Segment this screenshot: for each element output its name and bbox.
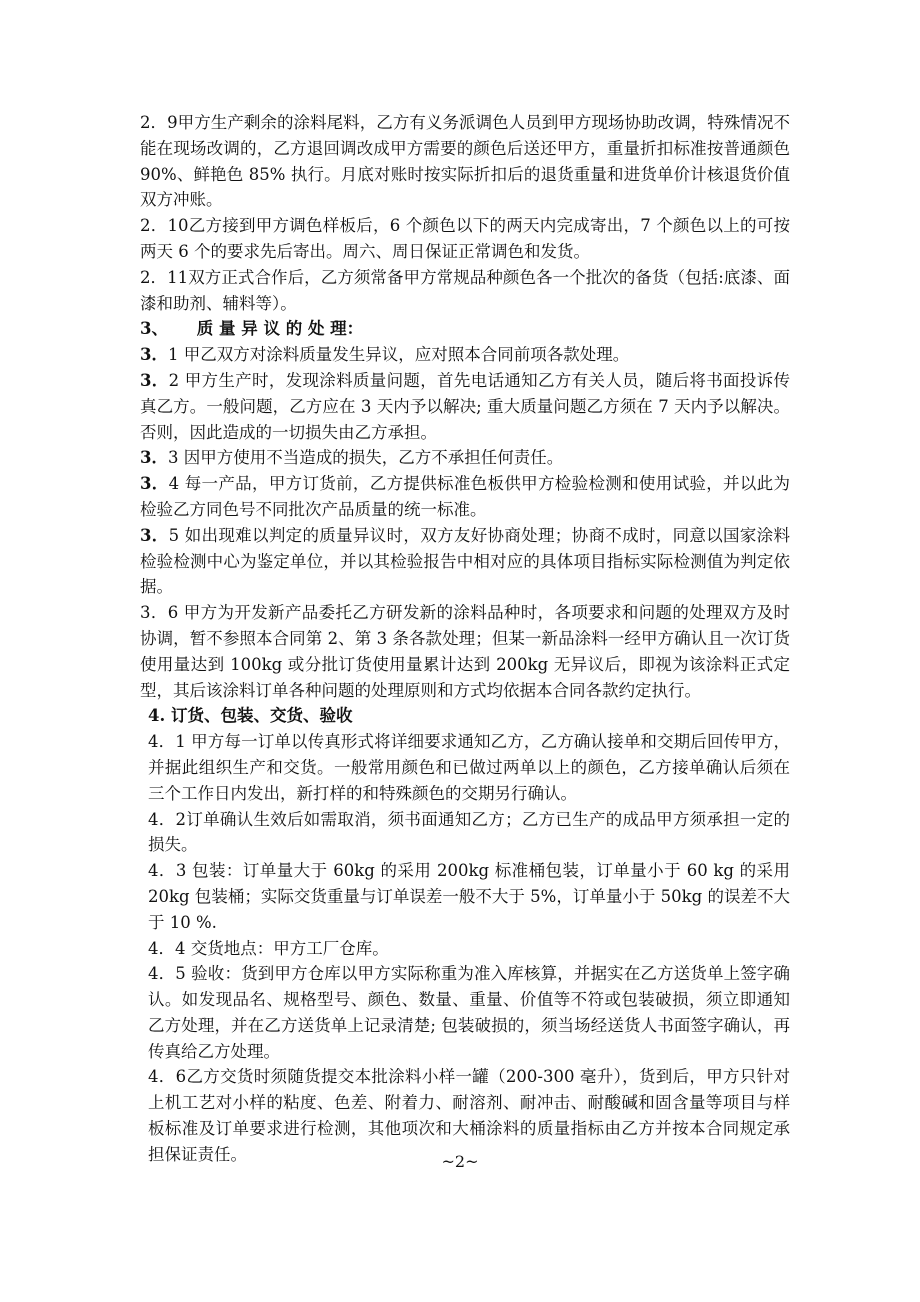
clause-number: 4．3 <box>148 861 187 881</box>
clause-3-4 <box>140 471 790 523</box>
clause-number: 4．2 <box>148 809 187 829</box>
clause-text: 5 如出现难以判定的质量异议时，双方友好协商处理；协商不成时，同意以国家涂料检验检测中心为鉴定单位，并以其检验报告中相对应的具体项目指标实际检测值为判定依据。 <box>140 525 791 597</box>
clause-text: 订单确认生效后如需取消，须书面通知乙方；乙方已生产的成品甲方须承担一定的损失。 <box>148 809 791 855</box>
clause-4-2 <box>140 807 790 859</box>
clause-3-3 <box>140 445 790 471</box>
section-number: 4. <box>148 706 166 726</box>
clause-text: 双方正式合作后，乙方须常备甲方常规品种颜色各一个批次的备货（包括:底漆、面漆和助剂、辅料等）。 <box>140 267 790 313</box>
clause-number: 4．6 <box>148 1067 187 1087</box>
section-heading-3 <box>140 316 790 342</box>
clause-2-10 <box>140 213 790 265</box>
clause-4-5 <box>140 961 790 1064</box>
section-heading-4 <box>140 703 790 729</box>
clause-number: 3． <box>140 370 169 390</box>
clause-number: 3． <box>140 448 168 468</box>
clause-number: 4．1 <box>148 732 186 752</box>
clause-text: 3 因甲方使用不当造成的损失，乙方不承担任何责任。 <box>167 448 564 468</box>
section-number: 3、 <box>140 319 168 339</box>
clause-3-5 <box>140 523 790 600</box>
clause-2-9 <box>140 110 796 213</box>
clause-3-1 <box>140 342 790 368</box>
section-title: 质 量 异 议 的 处 理： <box>196 319 364 339</box>
clause-text: 甲方生产剩余的涂料尾料，乙方有义务派调色人员到甲方现场协助改调，特殊情况不能在现场改调的，乙方退回调改成甲方需要的颜色后送还甲方，重量折扣标准按普通颜色 90%、鲜艳色 85% 执行。月底对账时按实际折扣后的退货重量和进货单价计核退货价值双方冲账。 <box>140 113 796 210</box>
clause-text: 乙方交货时须随货提交本批涂料小样一罐（200-300 毫升），货到后，甲方只针对上机工艺对小样的粘度、色差、附着力、耐溶剂、耐冲击、耐酸碱和固含量等项目与样板标准及订单要求进行检测，其他项次和大桶涂料的质量指标由乙方并按本合同规定承担保证责任。 <box>148 1067 790 1164</box>
clause-text: 2 甲方生产时，发现涂料质量问题，首先电话通知乙方有关人员，随后将书面投诉传真乙方。一般问题，乙方应在 3 天内予以解决; 重大质量问题乙方须在 7 天内予以解决。否则，因此造成的一切损失由乙方承担。 <box>140 370 791 442</box>
clause-number: 4．5 <box>148 964 186 984</box>
clause-number: 3． <box>140 525 169 545</box>
clause-number: 2．10 <box>140 216 189 236</box>
clause-number: 3． <box>140 603 168 623</box>
clause-text: 甲方每一订单以传真形式将详细要求通知乙方，乙方确认接单和交期后回传甲方，并据此组织生产和交货。一般常用颜色和已做过两单以上的颜色，乙方接单确认后须在三个工作日内发出，新打样的和特殊颜色的交期另行确认。 <box>148 732 790 803</box>
clause-text: 交货地点：甲方工厂仓库。 <box>185 938 389 958</box>
clause-text: 乙方接到甲方调色样板后，6 个颜色以下的两天内完成寄出，7 个颜色以上的可按两天 6 个的要求先后寄出。周六、周日保证正常调色和发货。 <box>140 216 790 261</box>
clause-text: 包装：订单量大于 60kg 的采用 200kg 标准桶包装，订单量小于 60 kg 的采用 20kg 包装桶；实际交货重量与订单误差一般不大于 5%，订单量小于 50kg 的误差不大于 10 %. <box>148 861 796 932</box>
clause-number: 3． <box>140 345 168 365</box>
clause-number: 4．4 <box>148 938 186 958</box>
clause-text: 1 甲乙双方对涂料质量发生异议，应对照本合同前项各款处理。 <box>167 345 630 365</box>
clause-4-3 <box>140 858 796 935</box>
clause-text: 4 每一产品，甲方订货前，乙方提供标准色板供甲方检验检测和使用试验，并以此为检验乙方同色号不同批次产品质量的统一标准。 <box>140 474 791 519</box>
clause-3-6 <box>140 600 790 703</box>
clause-4-1 <box>140 729 790 806</box>
clause-number: 3． <box>140 474 169 494</box>
clause-text: 验收：货到甲方仓库以甲方实际称重为准入库核算，并据实在乙方送货单上签字确认。如发现品名、规格型号、颜色、数量、重量、价值等不符或包装破损，须立即通知乙方处理，并在乙方送货单上记录清楚; 包装破损的，须当场经送货人书面签字确认，再传真给乙方处理。 <box>148 964 790 1061</box>
page-number: ~2~ <box>441 1152 479 1171</box>
clause-text: 6 甲方为开发新产品委托乙方研发新的涂料品种时，各项要求和问题的处理双方及时协调，暂不参照本合同第 2、第 3 条各款处理；但某一新品涂料一经甲方确认且一次订货使用量达到 100kg 或分批订货使用量累计达到 200kg 无异议后，即视为该涂料正式定型，其后该涂料订单各种问题的处理原则和方式均依据本合同各款约定执行。 <box>140 603 790 700</box>
clause-3-2 <box>140 368 790 445</box>
document-body <box>140 110 796 1168</box>
section-title: 订货、包装、交货、验收 <box>170 706 353 726</box>
clause-4-4 <box>140 936 790 962</box>
clause-number: 2．11 <box>140 267 189 287</box>
clause-number: 2．9 <box>140 113 178 132</box>
clause-2-11 <box>140 265 790 317</box>
